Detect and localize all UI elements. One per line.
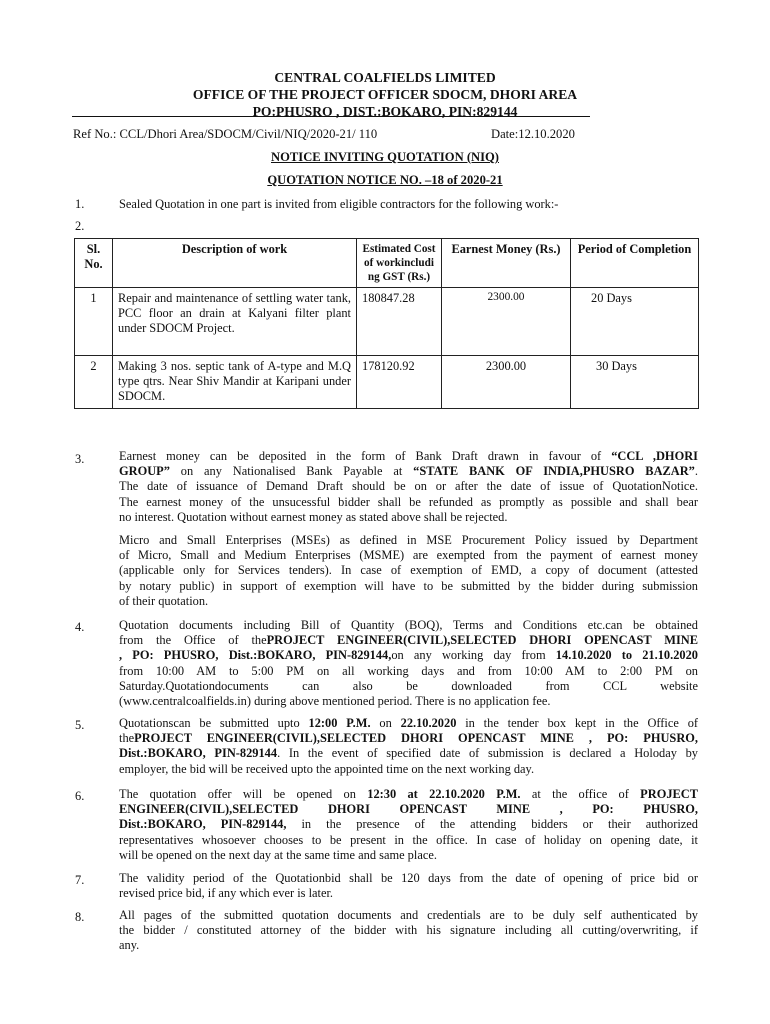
clause-4-text bbox=[119, 618, 698, 709]
header-description: Description of work bbox=[113, 239, 357, 288]
mse-line: (applicable only for Services tenders). In case of exemption of EMD, a copy of document (attested bbox=[119, 563, 698, 578]
row-period: 30 Days bbox=[571, 356, 699, 409]
clause-6-line: will be opened on the next day at the same time and same place. bbox=[119, 847, 437, 862]
clause-6-line: representatives whosoever chooses to be present in the office. In case of holiday on opening date, it bbox=[119, 832, 698, 847]
works-table bbox=[74, 238, 699, 409]
office-name-bold: PROJECT ENGINEER(CIVIL),SELECTED DHORI OPENCAST MINE , PO: PHUSRO, bbox=[134, 731, 698, 746]
table-row bbox=[75, 288, 699, 356]
row-period: 20 Days bbox=[571, 288, 699, 356]
clause-1-line: Sealed Quotation in one part is invited from eligible contractors for the following work:- bbox=[119, 197, 559, 211]
clause-6-line bbox=[119, 787, 698, 802]
clause-number: 3. bbox=[75, 452, 85, 466]
text-run: on bbox=[370, 716, 401, 730]
header-estimated-cost: Estimated Cost of workincluding GST (Rs.) bbox=[357, 239, 442, 288]
quotation-notice-number: QUOTATION NOTICE NO. –18 of 2020-21 bbox=[267, 173, 503, 187]
submission-time: 12:00 P.M. bbox=[308, 716, 371, 730]
clause-3-text bbox=[119, 449, 698, 525]
clause-5-line bbox=[119, 746, 698, 761]
clause-5-line bbox=[119, 731, 698, 746]
clause-5-line bbox=[119, 716, 698, 731]
mse-line: Micro and Small Enterprises (MSEs) as defined in MSE Procurement Policy issued by Department bbox=[119, 533, 698, 547]
sale-period: 14.10.2020 to 21.10.2020 bbox=[555, 648, 698, 663]
table-header-row bbox=[75, 239, 699, 288]
clause-number: 2. bbox=[75, 219, 85, 233]
submission-date: 22.10.2020 bbox=[400, 716, 457, 730]
clause-7-line: revised price bid, if any which ever is later. bbox=[119, 886, 334, 901]
payee-name: GROUP” bbox=[119, 464, 170, 479]
clause-5-line: employer, the bid will be received upto the appointed time on the next working day. bbox=[119, 761, 535, 776]
office-name: OFFICE OF THE PROJECT OFFICER SDOCM, DHORI AREA bbox=[192, 87, 578, 102]
text-run: The quotation offer will be opened on bbox=[119, 787, 368, 801]
clause-3-line bbox=[119, 449, 698, 464]
clause-number: 4. bbox=[75, 620, 85, 634]
clause-6-line bbox=[119, 817, 698, 832]
clause-6-text bbox=[119, 787, 698, 863]
text-run: in the tender box kept in the Office of bbox=[456, 716, 699, 730]
text-run: from the Office of the bbox=[119, 633, 267, 648]
opening-time: 12:30 at 22.10.2020 P.M. bbox=[367, 787, 521, 801]
row-cost: 180847.28 bbox=[357, 288, 442, 356]
clause-8-line: All pages of the submitted quotation documents and credentials are to be duly self authenticated by bbox=[119, 908, 698, 922]
row-description: Repair and maintenance of settling water tank, PCC floor an drain at Kalyani filter plant under SDOCM Project. bbox=[113, 288, 357, 356]
text-run: Earnest money can be deposited in the form of Bank Draft drawn in favour of bbox=[119, 449, 612, 463]
clause-7-text bbox=[119, 871, 698, 901]
clause-8-line: the bidder / constituted attorney of the bidder with his signature including all cutting/overwriting, if bbox=[119, 923, 698, 938]
mse-line: of Micro, Small and Medium Enterprises (MSME) are exempted from the payment of earnest money bbox=[119, 548, 698, 563]
clause-4-line: Saturday.Quotationdocuments can also be downloaded from CCL website bbox=[119, 678, 698, 693]
clause-number: 8. bbox=[75, 910, 85, 924]
clause-8-line: any. bbox=[119, 938, 140, 953]
office-address: PO:PHUSRO , DIST.:BOKARO, PIN:829144 bbox=[252, 104, 518, 119]
row-earnest-money: 2300.00 bbox=[442, 288, 571, 356]
address-bold: , PO: PHUSRO, Dist.:BOKARO, PIN-829144, bbox=[119, 648, 392, 663]
text-run: Quotationscan be submitted upto bbox=[119, 716, 309, 730]
payee-name: “CCL ,DHORI bbox=[611, 449, 698, 463]
reference-number: Ref No.: CCL/Dhori Area/SDOCM/Civil/NIQ/2020-21/ 110 bbox=[73, 127, 378, 141]
notice-title: NOTICE INVITING QUOTATION (NIQ) bbox=[271, 150, 499, 164]
clause-number: 7. bbox=[75, 873, 85, 887]
office-name-bold: PROJECT bbox=[640, 787, 698, 801]
address-bold: Dist.:BOKARO, PIN-829144 bbox=[119, 746, 278, 761]
clause-8-text bbox=[119, 908, 698, 954]
row-cost: 178120.92 bbox=[357, 356, 442, 409]
clause-6-line: ENGINEER(CIVIL),SELECTED DHORI OPENCAST MINE , PO: PHUSRO, bbox=[119, 802, 698, 817]
text-run: . In the event of specified date of submission is declared a Holoday by bbox=[277, 746, 698, 761]
text-run: at the office of bbox=[520, 787, 641, 801]
clause-4-line bbox=[119, 648, 698, 663]
clause-4-line: (www.centralcoalfields.in) during above mentioned period. There is no application fee. bbox=[119, 694, 551, 709]
header-earnest-money: Earnest Money (Rs.) bbox=[442, 239, 571, 288]
clause-3-line bbox=[119, 464, 698, 479]
clause-3-line: The earnest money of the unsucessful bidder shall be refunded as promptly as possible and shall bear bbox=[119, 494, 698, 509]
header-rule bbox=[72, 116, 590, 117]
company-name: CENTRAL COALFIELDS LIMITED bbox=[274, 70, 496, 85]
clause-3-line: The date of issuance of Demand Draft should be on or after the date of issue of QuotationNotice. bbox=[119, 479, 698, 494]
clause-number: 6. bbox=[75, 789, 85, 803]
row-description: Making 3 nos. septic tank of A-type and M.Q type qtrs. Near Shiv Mandir at Karipani under SDOCM. bbox=[113, 356, 357, 409]
row-sl: 1 bbox=[75, 288, 113, 356]
text-run: on any Nationalised Bank Payable at bbox=[169, 464, 414, 479]
text-run: in the presence of the attending bidders or their authorized bbox=[286, 817, 698, 832]
row-earnest-money: 2300.00 bbox=[442, 356, 571, 409]
notice-date: Date:12.10.2020 bbox=[491, 127, 575, 141]
clause-4-line: Quotation documents including Bill of Quantity (BOQ), Terms and Conditions etc.can be obtained bbox=[119, 618, 698, 632]
mse-line: by notary public) in support of exemption will have to be submitted by the bidder during submission bbox=[119, 578, 698, 593]
mse-exemption-text bbox=[119, 533, 698, 609]
clause-4-line: from 10:00 AM to 5:00 PM on all working days and from 10:00 AM to 2:00 PM on bbox=[119, 663, 698, 678]
text-run: on any working day from bbox=[391, 648, 556, 663]
clause-3-line: no interest. Quotation without earnest money as stated above shall be rejected. bbox=[119, 509, 508, 524]
office-name-bold: PROJECT ENGINEER(CIVIL),SELECTED DHORI OPENCAST MINE bbox=[266, 633, 698, 648]
text-run: . bbox=[694, 464, 698, 479]
text-run: the bbox=[119, 731, 135, 746]
clause-5-text bbox=[119, 716, 698, 777]
clause-number: 5. bbox=[75, 718, 85, 732]
clause-4-line bbox=[119, 633, 698, 648]
clause-number: 1. bbox=[75, 197, 85, 211]
clause-7-line: The validity period of the Quotationbid shall be 120 days from the date of opening of price bid or bbox=[119, 871, 698, 885]
address-bold: Dist.:BOKARO, PIN-829144, bbox=[119, 817, 287, 832]
header-sl-no: Sl. No. bbox=[75, 239, 113, 288]
bank-name: “STATE BANK OF INDIA,PHUSRO BAZAR” bbox=[413, 464, 695, 479]
header-period: Period of Completion bbox=[571, 239, 699, 288]
table-row bbox=[75, 356, 699, 409]
clause-1-text bbox=[119, 197, 698, 212]
row-sl: 2 bbox=[75, 356, 113, 409]
mse-line: of their quotation. bbox=[119, 593, 209, 608]
